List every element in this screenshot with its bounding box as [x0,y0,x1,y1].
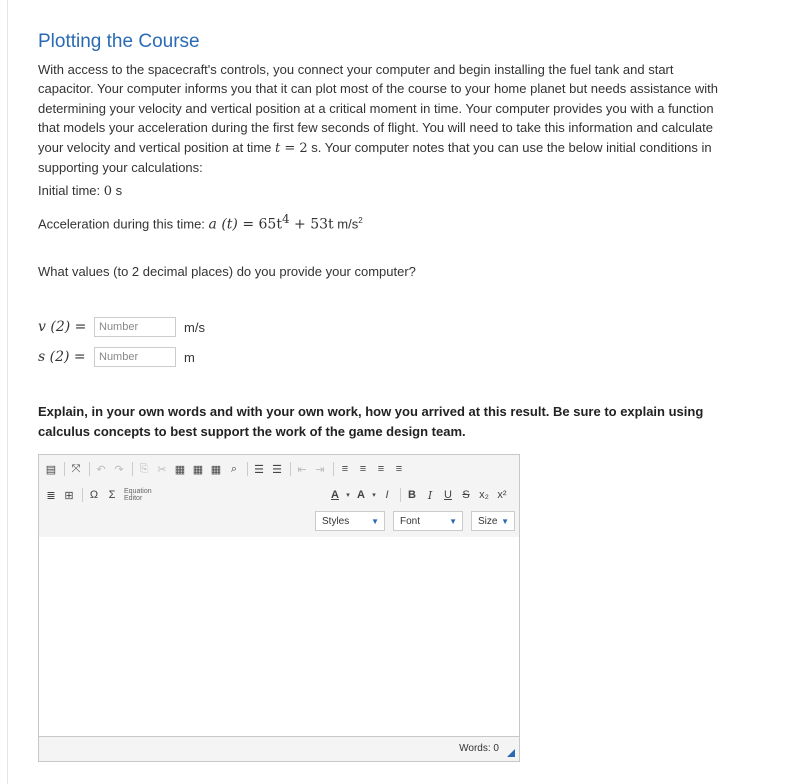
toolbar-separator [333,462,334,476]
background-color-caret-icon[interactable]: ▾ [372,492,376,499]
intro-text-b: s. Your computer notes that you can use the below initial conditions in supporting your calculations: [38,139,712,176]
position-input[interactable] [94,347,176,367]
question-content [38,30,728,177]
toolbar-row-2 [43,487,152,503]
remove-format-icon[interactable]: I [385,489,389,501]
table-icon[interactable]: ⊞ [64,489,74,502]
toolbar-separator [89,462,90,476]
editor-status-bar [39,736,519,761]
intro-eq: = 2 [280,140,308,156]
equation-editor-label-1: Equation [124,488,152,495]
outdent-icon[interactable]: ⇤ [297,463,307,476]
initial-time-value: 0 [103,184,113,199]
position-unit: m [184,349,195,365]
acceleration-label: Acceleration during this time: [38,216,209,232]
paste-icon[interactable]: ▦ [174,463,186,476]
numbered-list-icon[interactable]: ☰ [254,463,264,476]
left-divider [7,0,8,784]
align-justify-icon[interactable]: ≡ [395,463,403,475]
find-icon[interactable]: ⌕ [230,462,238,475]
toolbar-separator [82,488,83,502]
toolbar-separator [247,462,248,476]
acceleration-unit-exponent: 2 [358,216,363,225]
omega-icon[interactable]: Ω [89,489,99,501]
chevron-down-icon: ▼ [501,517,509,526]
indent-icon[interactable]: ⇥ [315,463,325,476]
sigma-icon[interactable]: Σ [108,489,116,501]
page-title: Plotting the Course [38,31,200,52]
velocity-answer-row [38,317,205,337]
undo-icon[interactable]: ↶ [96,463,106,476]
styles-label: Styles [322,515,350,527]
velocity-label: v (2) = [38,319,87,335]
toolbar-row-1 [43,461,409,477]
align-right-icon[interactable]: ≡ [377,463,385,475]
size-label: Size [478,515,498,527]
toolbar-separator [400,488,401,502]
font-dropdown[interactable] [393,511,463,531]
intro-text-a: With access to the spacecraft's controls, you connect your computer and begin installing the fuel tank and start capacitor. Your computer informs you that it can plot most of the course to your home planet but needs assistance with determining your velocity and vertical position at a critical moment in time. Your computer provides you with a function that models your acceleration during the first few seconds of flight. You will need to take this information and calculate your velocity and vertical position at time [38,62,718,155]
maximize-icon[interactable]: ⤧ [71,462,81,475]
acceleration-line [38,212,363,232]
equation-editor-label-2: Editor [124,495,143,502]
editor-text-area[interactable] [39,537,519,737]
redo-icon[interactable]: ↷ [114,463,124,476]
align-left-icon[interactable]: ≡ [341,463,349,475]
rich-text-editor [38,454,520,762]
paste-text-icon[interactable]: ▦ [192,463,204,476]
acceleration-lhs: a (t) [208,216,238,233]
styles-dropdown[interactable] [315,511,385,531]
initial-time-unit: s [112,183,123,198]
horizontal-rule-icon[interactable]: ≣ [46,489,56,502]
bulleted-list-icon[interactable]: ☰ [272,463,282,476]
text-color-caret-icon[interactable]: ▾ [346,492,350,499]
text-color-icon[interactable]: A [331,489,339,501]
position-label: s (2) = [38,349,86,365]
acceleration-exponent: 4 [281,212,290,226]
acceleration-unit: m/s [333,216,359,232]
subscript-icon[interactable]: x₂ [479,489,489,501]
chevron-down-icon: ▼ [371,517,379,526]
background-color-icon[interactable]: A [357,489,365,501]
toolbar-format-group [327,487,512,503]
initial-time-label: Initial time: [38,183,104,198]
question-prompt: What values (to 2 decimal places) do you provide your computer? [38,264,416,279]
editor-toolbar [39,455,519,538]
toolbar-separator [64,462,65,476]
position-answer-row [38,347,195,367]
intro-var-t: t [275,140,281,156]
resize-handle-icon[interactable] [507,749,515,757]
toolbar-separator [132,462,133,476]
equation-editor-button[interactable] [124,488,152,502]
source-icon[interactable]: ▤ [45,463,57,476]
align-center-icon[interactable]: ≡ [359,463,367,475]
intro-paragraph [38,60,728,177]
strikethrough-icon[interactable]: S [462,489,470,501]
velocity-unit: m/s [184,319,205,335]
paste-word-icon[interactable]: ▦ [210,463,222,476]
copy-icon[interactable]: ⎘ [139,462,149,475]
bold-icon[interactable]: B [408,489,416,501]
initial-time-line [38,183,122,199]
italic-icon[interactable]: I [427,488,433,502]
acceleration-term1: = 65t [237,216,282,233]
chevron-down-icon: ▼ [449,517,457,526]
font-label: Font [400,515,421,527]
word-count: Words: 0 [459,743,499,754]
explain-prompt: Explain, in your own words and with your own work, how you arrived at this result. Be sure to explain using calculus concepts to best support the work of the game design team. [38,404,704,439]
size-dropdown[interactable] [471,511,515,531]
toolbar-separator [290,462,291,476]
cut-icon[interactable]: ✂ [157,463,167,476]
underline-icon[interactable]: U [444,489,452,501]
velocity-input[interactable] [94,317,176,337]
acceleration-term2: + 53t [289,216,334,233]
superscript-icon[interactable]: x² [497,489,507,501]
